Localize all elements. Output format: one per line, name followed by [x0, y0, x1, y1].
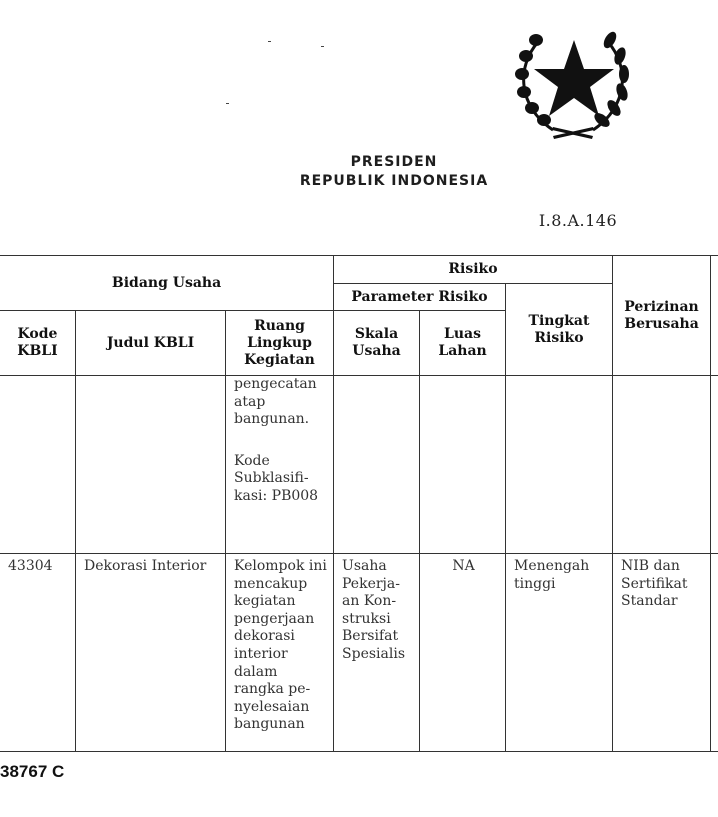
table-row [0, 554, 718, 752]
scan-speck [226, 103, 229, 104]
header-title-presiden: PRESIDEN [350, 154, 438, 170]
header-extra-column [711, 256, 718, 376]
luas-value: NA [452, 558, 475, 574]
perizinan-value: NIB dan Sertifikat Standar [621, 558, 688, 610]
cell-tingkat [506, 376, 613, 554]
cell-perizinan [613, 376, 711, 554]
header-risiko: Risiko [334, 256, 613, 284]
presidential-emblem-icon [508, 12, 638, 140]
kode-value: 43304 [8, 558, 53, 574]
cell-extra [711, 376, 718, 554]
skala-value: Usaha Pekerja-an Kon-struksi Bersifat Spesialis [342, 558, 406, 662]
header-title-republik: REPUBLIK INDONESIA [299, 173, 489, 189]
cell-luas [420, 554, 506, 752]
cell-judul [76, 376, 226, 554]
cell-kode [0, 376, 76, 554]
cell-judul [76, 554, 226, 752]
cell-luas [420, 376, 506, 554]
kbli-table [0, 255, 718, 752]
header-judul-kbli: Judul KBLI [76, 311, 226, 376]
judul-value: Dekorasi Interior [84, 558, 207, 574]
tingkat-value: Menengah tinggi [514, 558, 590, 592]
header-perizinan: Perizinan Berusaha [613, 256, 711, 376]
cell-skala [334, 376, 420, 554]
scan-speck [268, 41, 271, 42]
header-tingkat-risiko: Tingkat Risiko [506, 284, 613, 376]
ruang-text-continued: pengecatan atap bangunan. [234, 376, 317, 428]
page-footer-code: 38767 C [0, 762, 65, 781]
header-luas-lahan: Luas Lahan [420, 311, 506, 376]
scan-speck [321, 46, 324, 47]
cell-kode [0, 554, 76, 752]
header-parameter-risiko: Parameter Risiko [334, 284, 506, 311]
cell-extra [711, 554, 718, 752]
header-ruang-lingkup: Ruang Lingkup Kegiatan [226, 311, 334, 376]
cell-ruang [226, 376, 334, 554]
cell-tingkat [506, 554, 613, 752]
header-bidang-usaha: Bidang Usaha [0, 256, 334, 311]
subklasifikasi-code: Kode Subklasifi-kasi: PB008 [234, 452, 319, 504]
header-kode-kbli: Kode KBLI [0, 311, 76, 376]
document-reference: I.8.A.146 [538, 211, 618, 230]
cell-skala [334, 554, 420, 752]
header-skala-usaha: Skala Usaha [334, 311, 420, 376]
ruang-value: Kelompok ini mencakup kegiatan pengerjaan dekorasi interior dalam rangka pe-nyelesaian bangunan [234, 558, 327, 733]
table-row [0, 376, 718, 554]
cell-ruang [226, 554, 334, 752]
cell-perizinan [613, 554, 711, 752]
